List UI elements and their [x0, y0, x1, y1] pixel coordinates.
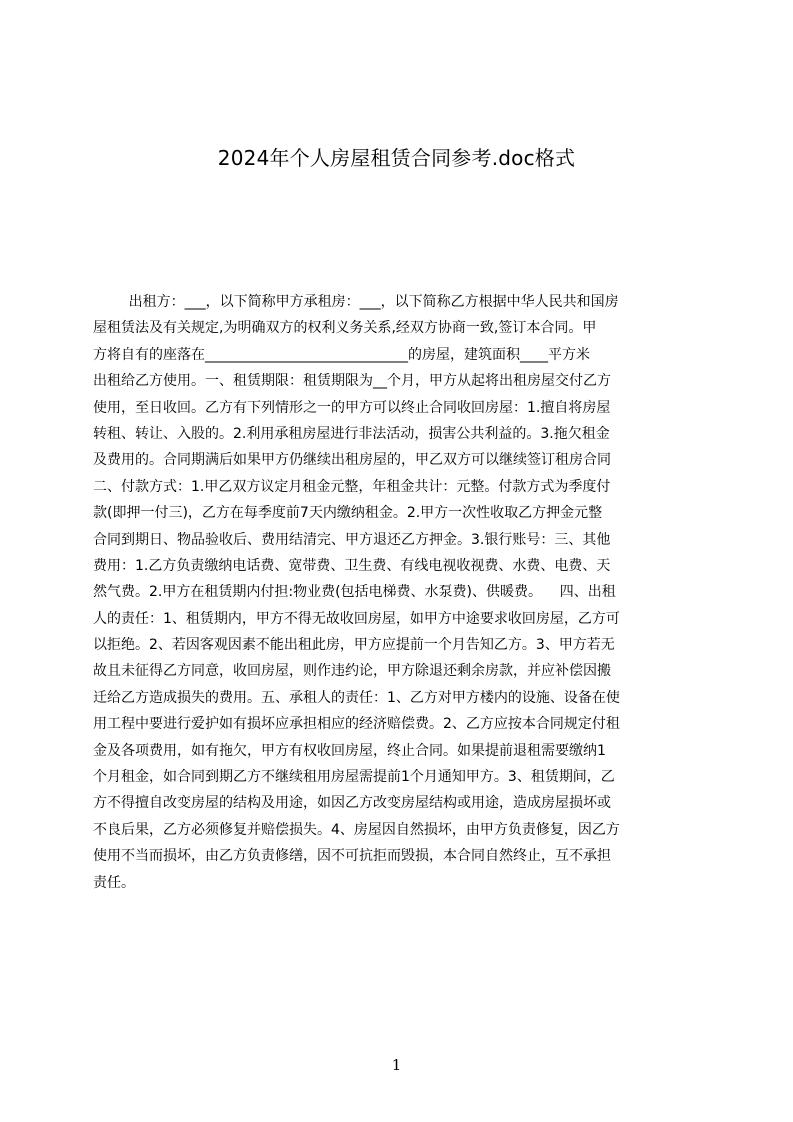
body-line-11: 费用：1.乙方负责缴纳电话费、宽带费、卫生费、有线电视收视费、水费、电费、天 — [93, 557, 611, 574]
body-line-13: 人的责任：1、租赁期内，甲方不得无故收回房屋，如甲方中途要求收回房屋，乙方可 — [93, 610, 620, 627]
body-line-2: 屋租赁法及有关规定,为明确双方的权利义务关系,经双方协商一致,签订本合同。甲 — [93, 320, 597, 337]
body-line-14: 以拒绝。2、若因客观因素不能出租此房，甲方应提前一个月告知乙方。3、甲方若无 — [93, 637, 615, 654]
body-line-18: 金及各项费用，如有拖欠，甲方有权收回房屋，终止合同。如果提前退租需要缴纳1 — [93, 742, 606, 759]
body-line-4: 出租给乙方使用。一、租赁期限：租赁期限为__个月，甲方从起将出租房屋交付乙方 — [93, 373, 611, 390]
body-line-17: 用工程中要进行爱护如有损坏应承担相应的经济赔偿费。2、乙方应按本合同规定付租 — [93, 716, 620, 733]
body-line-3: 方将自有的座落在_____________________________的房屋，建筑面积____平方米 — [93, 346, 590, 363]
body-line-22: 使用不当而损坏，由乙方负责修缮，因不可抗拒而毁损，本合同自然终止，互不承担 — [93, 848, 611, 865]
body-line-19: 个月租金，如合同到期乙方不继续租用房屋需提前1个月通知甲方。3、租赁期间，乙 — [93, 769, 615, 786]
body-line-9: 款(即押一付三)，乙方在每季度前7天内缴纳租金。2.甲方一次性收取乙方押金元整 — [93, 505, 603, 522]
body-line-7: 及费用的。合同期满后如果甲方仍继续出租房屋的，甲乙双方可以继续签订租房合同 — [93, 452, 611, 469]
body-line-5: 使用，至日收回。乙方有下列情形之一的甲方可以终止合同收回房屋：1.擅自将房屋 — [93, 399, 611, 416]
body-line-16: 迁给乙方造成损失的费用。五、承租人的责任：1、乙方对甲方楼内的设施、设备在使 — [93, 689, 620, 706]
body-line-20: 方不得擅自改变房屋的结构及用途，如因乙方改变房屋结构或用途，造成房屋损坏或 — [93, 795, 611, 812]
body-line-1: 出租方：___，以下简称甲方承租房：___，以下简称乙方根据中华人民共和国房 — [93, 294, 619, 310]
body-line-10: 合同到期日、物品验收后、费用结清完、甲方退还乙方押金。3.银行账号：三、其他 — [93, 531, 611, 548]
document-title: 2024年个人房屋租赁合同参考.doc格式 — [217, 146, 576, 170]
body-line-21: 不良后果，乙方必须修复并赔偿损失。4、房屋因自然损坏，由甲方负责修复，因乙方 — [93, 821, 620, 838]
body-line-6: 转租、转让、入股的。2.利用承租房屋进行非法活动，损害公共利益的。3.拖欠租金 — [93, 425, 610, 442]
body-line-23: 责任。 — [93, 874, 135, 891]
contract-body — [93, 289, 699, 896]
body-line-15: 故且未征得乙方同意，收回房屋，则作违约论，甲方除退还剩余房款，并应补偿因搬 — [93, 663, 611, 680]
page-number: 1 — [391, 1056, 402, 1074]
body-line-12: 然气费。2.甲方在租赁期内付担:物业费(包括电梯费、水泵费)、供暖费。 四、出租 — [93, 584, 616, 601]
body-line-8: 二、付款方式：1.甲乙双方议定月租金元整，年租金共计：元整。付款方式为季度付 — [93, 478, 611, 495]
